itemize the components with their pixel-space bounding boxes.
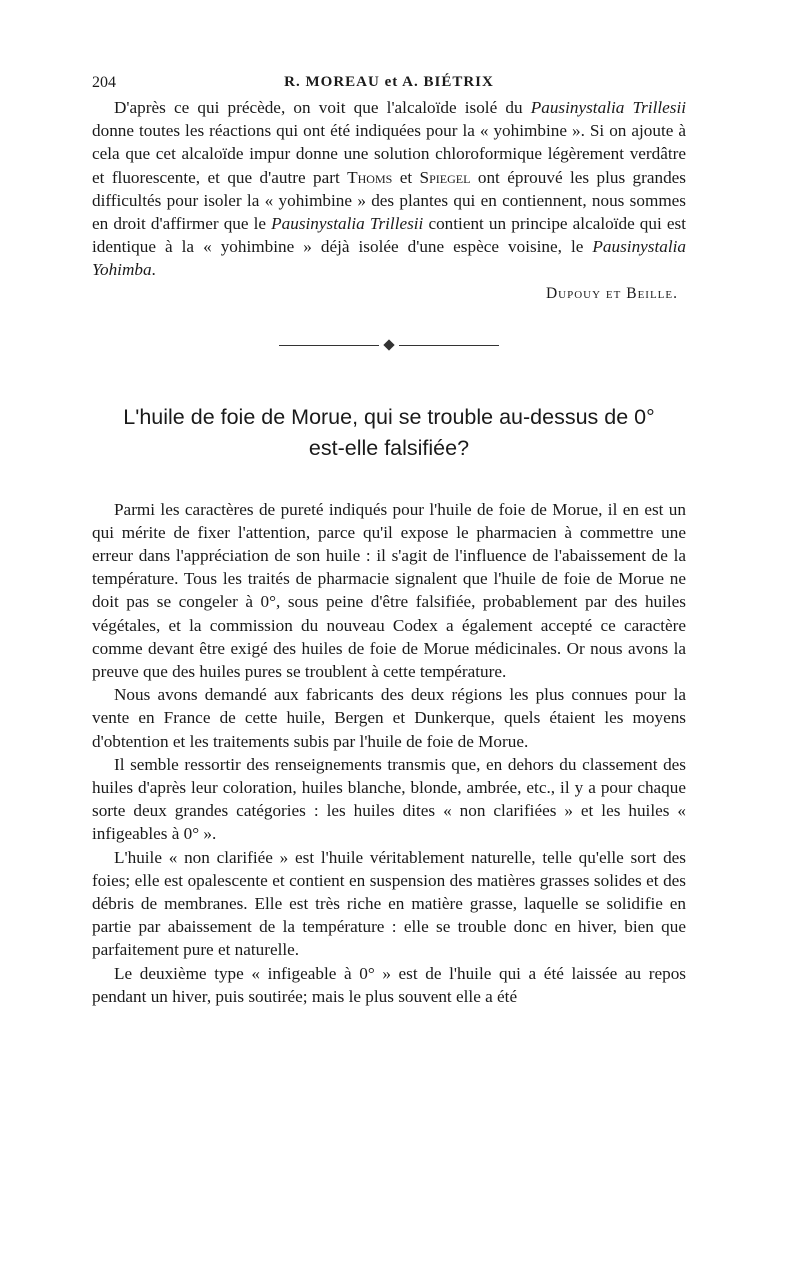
article-title-line-1: L'huile de foie de Morue, qui se trouble au-dessus de 0° [123, 404, 655, 429]
article-paragraph-4: L'huile « non clarifiée » est l'huile véritablement naturelle, telle qu'elle sort des foies; elle est opalescente et contient en suspension des matières grasses solides et des débris de membranes. Elle est très riche en matière grasse, laquelle se solidifie en partie par abaissement de la température : elle se trouble donc en hiver, bien que parfaitement pure et naturelle. [92, 847, 686, 960]
article-paragraph-5: Le deuxième type « infigeable à 0° » est de l'huile qui a été laissée au repos pendant un hiver, puis soutirée; mais le plus souvent elle a été [92, 963, 686, 1006]
text-segment: donne toutes les réactions qui ont été indiquées pour la « yohimbine ». Si on ajoute à cela que cet alcaloïde impur donne une solution chloroformique légèrement verdâtre et fluorescente, et que d'autre part [92, 121, 686, 187]
closing-paragraph [92, 96, 686, 282]
text-segment: . [151, 260, 156, 280]
article-body [92, 498, 686, 1008]
text-segment: ont éprouvé les plus grandes difficultés pour isoler la « yohimbine » des plantes qui en contiennent, nous sommes en droit d'affirmer que le [92, 167, 687, 234]
article-paragraph-2: Nous avons demandé aux fabricants des deux régions les plus connues pour la vente en France de cette huile, Bergen et Dunkerque, quels étaient les moyens d'obtention et les traitements subis par l'huile de foie de Morue. [92, 685, 686, 751]
text-segment: D'après ce qui précède, on voit que l'alcaloïde isolé du [114, 98, 531, 117]
species-name: Pausinystalia Trillesii [271, 214, 424, 234]
running-title: R. MOREAU et A. BIÉTRIX [284, 74, 494, 90]
author-name: Thoms [347, 167, 393, 187]
article-paragraph-3: Il semble ressortir des renseignements transmis que, en dehors du classement des huiles d'après leur coloration, huiles blanche, blonde, ambrée, etc., il y a pour chaque sorte deux grandes catégories : les huiles dites « non clarifiées » et les huiles « infigeables à 0° ». [92, 754, 686, 844]
article-paragraph-1: Parmi les caractères de pureté indiqués pour l'huile de foie de Morue, il en est un qui mérite de fixer l'attention, parce qu'il expose le pharmacien à commettre une erreur dans l'appréciation de son huile : il s'agit de l'influence de l'abaissement de la température. Tous les traités de pharmacie signalent que l'huile de foie de Morue ne doit pas se congeler à 0°, sous peine d'être falsifiée, probablement par des huiles végétales, et la commission du nouveau Codex a également accepté ce caractère comme devant être exigé des huiles de foie de Morue médicinales. Or nous avons la preuve que des huiles pures se troublent à cette température. [92, 499, 686, 682]
signature: Dupouy et Beille. [545, 284, 678, 302]
divider-line [279, 345, 379, 346]
running-header [92, 70, 686, 96]
diamond-ornament-icon [383, 339, 394, 350]
document-page [92, 70, 686, 1008]
author-name: Spiegel [419, 167, 471, 187]
section-divider [279, 338, 499, 354]
species-name: Pausinystalia Trillesii [530, 98, 686, 117]
text-segment: et [392, 167, 420, 187]
species-name: Pausinystalia Yohimba [92, 237, 686, 280]
divider-line [399, 345, 499, 346]
article-title-line-2: est-elle falsifiée? [308, 435, 470, 460]
text-segment: contient un principe alcaloïde qui est identique à la « yohimbine » déjà isolée d'une espèce voisine, le [92, 214, 686, 257]
page-number: 204 [92, 74, 116, 91]
article-title [92, 402, 686, 464]
